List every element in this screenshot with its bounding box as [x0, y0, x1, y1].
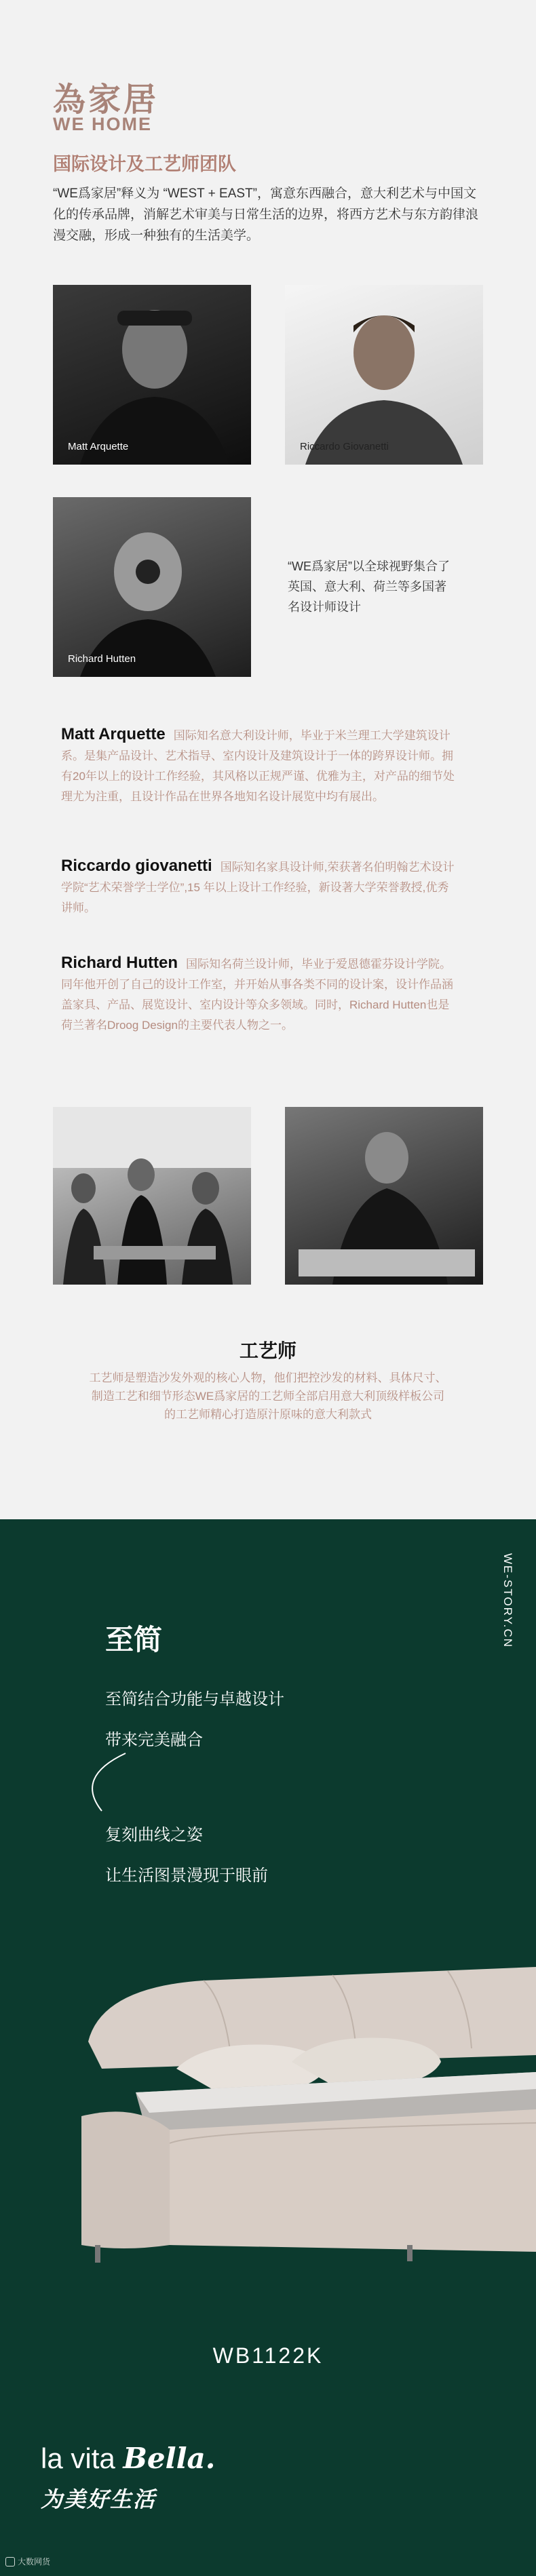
team-title: 国际设计及工艺师团队 [53, 154, 236, 174]
portrait-silhouette-icon [285, 285, 483, 465]
product-line-3: 复刻曲线之姿 [105, 1826, 203, 1844]
brand-logo-en: WE HOME [53, 114, 152, 134]
craftsman-silhouette-icon [285, 1107, 483, 1285]
global-vision-text: “WE爲家居”以全球视野集合了英国、意大利、荷兰等多国著名设计师设计 [288, 560, 450, 614]
footer-slogan: 为美好生活 [41, 2487, 157, 2512]
portrait-silhouette-icon [53, 497, 251, 677]
bio-richard-hutten [61, 953, 455, 1036]
group-silhouette-icon [53, 1107, 251, 1285]
bio-name: Riccardo giovanetti [61, 857, 212, 875]
bed-product-image [0, 1926, 536, 2313]
product-line-1: 至简结合功能与卓越设计 [105, 1690, 284, 1709]
photo-richard-hutten [53, 497, 251, 677]
craftsman-description: 工艺师是塑造沙发外观的核心人物，他们把控沙发的材料、具体尺寸、制造工艺和细节形态WE爲家居的工艺师全部启用意大利顶级样板公司的工艺师精心打造原汁原味的意大利款式 [89, 1371, 447, 1421]
craftsman-title: 工艺师 [239, 1340, 296, 1361]
vertical-brand-url: WE-STORY.CN [501, 1553, 514, 1649]
connector-curve-icon [0, 1743, 536, 1824]
photo-caption: Richard Hutten [68, 653, 136, 665]
product-title: 至简 [105, 1624, 163, 1656]
product-model: WB1122K [212, 2343, 324, 2368]
bio-name: Matt Arquette [61, 725, 166, 743]
watermark-logo-icon [5, 2557, 15, 2567]
bio-riccardo-giovanetti [61, 856, 455, 918]
photo-riccardo-giovanetti [285, 285, 483, 465]
watermark-text: 大数网货 [18, 2557, 51, 2567]
bio-text: 国际知名家具设计师,荣获著名伯明翰艺术设计学院“艺术荣誉学士学位”,15 年以上设计工作经验，新设著大学荣誉教授,优秀讲师。 [61, 861, 455, 914]
brand-logo-cn: 為家居 [53, 81, 159, 119]
la-vita-text: la vita [41, 2442, 115, 2474]
photo-craftsman [285, 1107, 483, 1285]
photo-matt-arquette [53, 285, 251, 465]
watermark [5, 2556, 50, 2567]
bio-matt-arquette [61, 724, 455, 807]
photo-caption: Matt Arquette [68, 441, 129, 452]
product-line-4: 让生活图景漫现于眼前 [105, 1867, 268, 1885]
portrait-silhouette-icon [53, 285, 251, 465]
team-intro: “WE爲家居”释义为 “WEST + EAST”，寓意东西融合，意大利艺术与中国文化的传承品牌，消解艺术审美与日常生活的边界，将西方艺术与东方韵律浪漫交融，形成一种独有的生活美学。 [53, 187, 479, 243]
bio-name: Richard Hutten [61, 954, 178, 972]
bella-text: Bella. [123, 2442, 216, 2475]
product-line-2: 带来完美融合 [105, 1731, 203, 1749]
bio-text: 国际知名意大利设计师，毕业于米兰理工大学建筑设计系。是集产品设计、艺术指导、室内设计及建筑设计于一体的跨界设计师。拥有20年以上的设计工作经验，其风格以正规严谨、优雅为主，对产品的细节处理尤为注重，且设计作品在世界各地知名设计展览中均有展出。 [61, 729, 455, 803]
footer-brand-logo [41, 2442, 215, 2475]
bio-text: 国际知名荷兰设计师，毕业于爱恩德霍芬设计学院。同年他开创了自己的设计工作室，并开始从事各类不同的设计案，设计作品涵盖家具、产品、展览设计、室内设计等众多领域。同时，Richard Hutten也是荷兰著名Droog Design的主要代表人物之一。 [61, 958, 453, 1032]
photo-workshop-group [53, 1107, 251, 1285]
photo-caption: Riccardo Giovanetti [300, 441, 389, 452]
